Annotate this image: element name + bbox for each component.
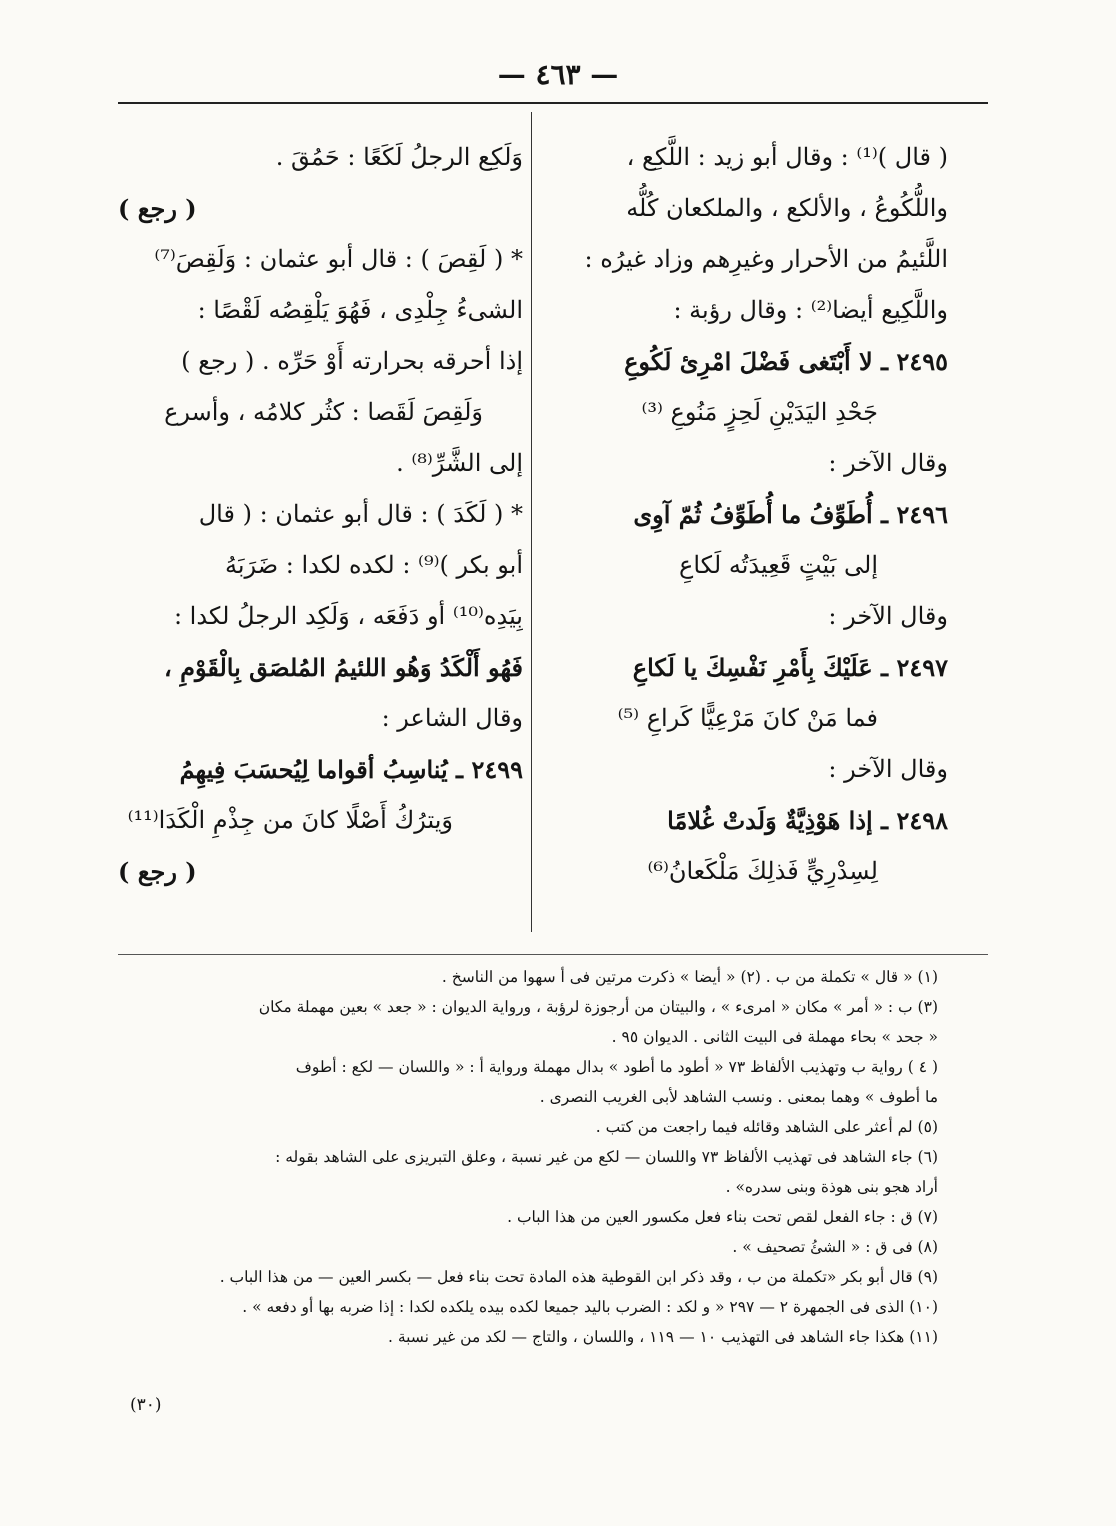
verse-line: ٢٤٩٥ ـ لا أَبْتَغى فَضْلَ امْرِئ لَكُوعِ [624,347,948,376]
text-line: وَلَكِع الرجلُ لَكَعًا : حَمُقَ . [275,143,523,171]
entry-heading: * ( لَكَدَ ) : قال أبو عثمان : ( قال [198,500,523,528]
footnote: (٧) ق : جاء الفعل لقص تحت بناء فعل مكسور العين من هذا الباب . [507,1208,938,1226]
verse-line: لِسِدْرِيٍّ فَذلِكَ مَلْكَعانُ⁽⁶⁾ [647,857,878,885]
verse-line: إلى بَيْتٍ قَعِيدَتُه لَكاعِ [679,551,878,579]
page-number: — ٤٦٣ — [497,58,619,91]
text-line: إذا أحرقه بحرارته أَوْ حَرِّه . ( رجع ) [181,347,523,375]
text-line: وقال الشاعر : [381,704,523,732]
header-rule [118,102,988,104]
left-column [118,132,523,897]
text-line: الشىءُ جِلْدِى ، فَهُوَ يَلْقِصُه لَقْصًا : [197,296,523,324]
footnote: أراد هجو بنى هوذة وبنى سدره» . [725,1178,938,1196]
footnote: (٦) جاء الشاهد فى تهذيب الألفاظ ٧٣ واللسان — لكع من غير نسبة ، وعلق التبريزى على الشاهد بقوله : [275,1148,938,1166]
verse-line: فما مَنْ كانَ مَرْعِيًّا كَراعِ ⁽⁵⁾ [617,704,878,732]
text-line: ( قال )⁽¹⁾ : وقال أبو زيد : اللَّكِع ، [626,143,948,171]
text-line: وقال الآخر : [828,602,948,630]
footnote: (٩) قال أبو بكر «تكملة من ب ، وقد ذكر ابن القوطية هذه المادة تحت بناء فعل — بكسر العين — من هذا الباب . [219,1268,938,1286]
footnote: (١٠) الذى فى الجمهرة ٢ — ٢٩٧ « و لكد : الضرب باليد جميعا لكده بيده يلكده لكدا : إذا ضربه بها أو دفعه » . [242,1298,938,1316]
text-line: فَهُو أَلْكَدُ وَهُو اللئيمُ المُلصَق بِالْقَوْمِ ، [163,653,523,682]
text-line: أبو بكر )⁽⁹⁾ : لكده لكدا : ضَرَبَهُ [224,551,523,579]
verse-line: وَيترُكُ أَصْلًا كانَ من جِذْمِ الْكَدَا⁽¹¹⁾ [127,806,453,834]
footnote: ( ٤ ) رواية ب وتهذيب الألفاظ ٧٣ « أطود ما أطود » بدال مهملة ورواية أ : « واللسان — لكع : أطوف [295,1058,938,1076]
return-marker: ( رجع ) [118,194,197,223]
column-divider [531,112,532,932]
verse-line: ٢٤٩٦ ـ أُطَوِّفُ ما أُطَوِّفُ ثُمّ آوِى [633,500,948,529]
return-marker: ( رجع ) [118,857,197,886]
footnote: (٨) فى ق : « الشئُ تصحيف » . [732,1238,938,1256]
right-column [548,132,948,897]
verse-line: ٢٤٩٧ ـ عَلَيْكَ بِأَمْرِ نَفْسِكَ يا لَكاعِ [632,653,948,682]
footnote: (١) « قال » تكملة من ب . (٢) « أيضا » ذكرت مرتين فى أ سهوا من الناسخ . [441,968,938,986]
text-line: وَلَقِصَ لَقَصا : كثُر كلامُه ، وأسرع [164,398,483,426]
footnote: (٥) لم أعثر على الشاهد وقائله فيما راجعت من كتب . [595,1118,938,1136]
text-line: واللَّكِيع أيضا⁽²⁾ : وقال رؤبة : [673,296,948,324]
text-line: واللُّكُوعُ ، والألكع ، والملكعان كُلُّه [626,194,948,222]
verse-line: ٢٤٩٨ ـ إذا هَوْذِيَّةٌ وَلَدتْ غُلامًا [667,806,948,835]
footnotes [118,962,938,1352]
sheet-signature-mark: (٣٠) [130,1395,162,1415]
text-line: إلى الشَّرِّ⁽⁸⁾ . [396,449,523,477]
footnote: « جحد » بحاء مهملة فى البيت الثانى . الديوان ٩٥ . [611,1028,938,1046]
text-line: اللَّئيمُ من الأحرار وغيرِهم وزاد غيرُه : [584,245,948,273]
footnote-rule [118,954,988,955]
footnote: ما أطوف » وهما بمعنى . ونسب الشاهد لأبى الغريب النصرى . [539,1088,938,1106]
footnote: (٣) ب : « أمر » مكان « امرىء » ، والبيتان من أرجوزة لرؤبة ، ورواية الديوان : « جعد » بعين مهملة مكان [258,998,938,1016]
text-line: وقال الآخر : [828,449,948,477]
verse-line: ٢٤٩٩ ـ يُناسِبُ أقواما لِيُحسَبَ فِيهِمُ [179,755,523,784]
text-line: وقال الآخر : [828,755,948,783]
entry-heading: * ( لَقِصَ ) : قال أبو عثمان : وَلَقِصَ⁽⁷⁾ [154,245,523,273]
text-line: بِيَدِه⁽¹⁰⁾ أو دَفَعَه ، وَلَكِد الرجلُ لكدا : [173,602,523,630]
footnote: (١١) هكذا جاء الشاهد فى التهذيب ١٠ — ١١٩ ، واللسان ، والتاج — لكد من غير نسبة . [387,1328,938,1346]
verse-line: جَحْدِ اليَدَيْنِ لَحِزٍ مَنُوعِ ⁽³⁾ [641,398,878,426]
